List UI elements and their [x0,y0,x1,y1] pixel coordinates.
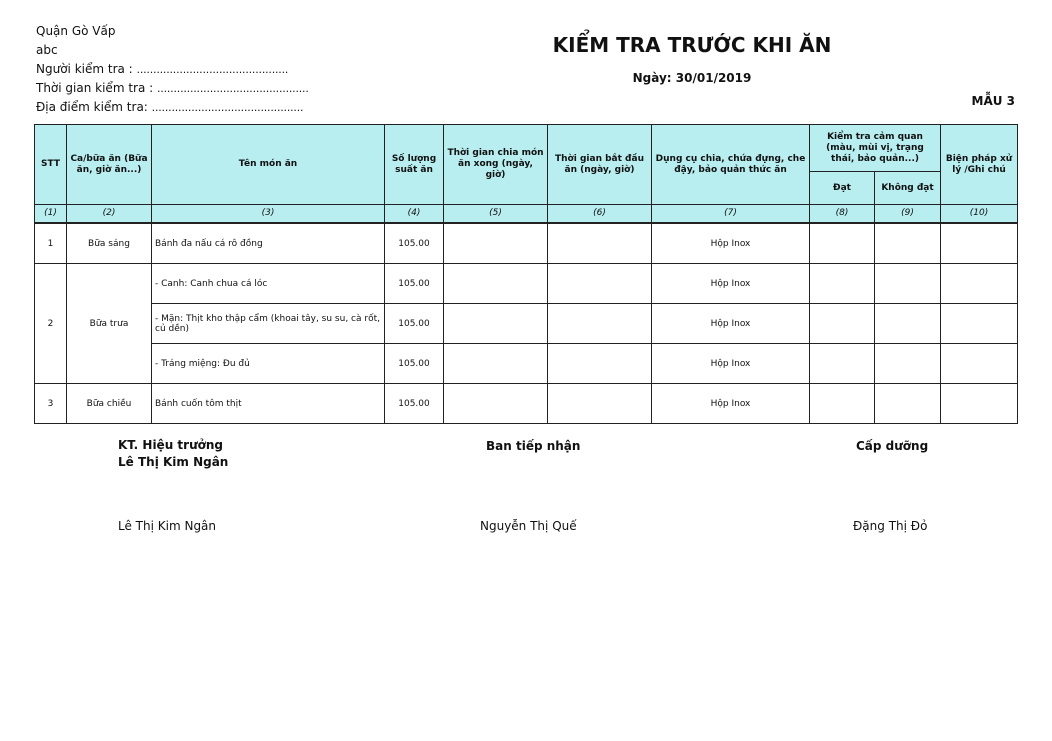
header-measures: Biện pháp xử lý /Ghi chú [941,125,1018,205]
cell-tools: Hộp Inox [652,384,810,424]
cell-tools: Hộp Inox [652,264,810,304]
time-label: Thời gian kiểm tra : [36,81,154,95]
header-meal: Ca/bữa ăn (Bữa ăn, giờ ăn...) [67,125,152,205]
cell-tools: Hộp Inox [652,223,810,264]
cell-stt: 3 [35,384,67,424]
header-info [36,22,309,117]
cell-measures [941,384,1018,424]
cell-serve-done [444,304,548,344]
time-dots: .............................................. [157,82,309,95]
cell-pass [810,344,875,384]
table-row [35,264,1018,304]
form-code: MẪU 3 [971,94,1015,108]
cell-pass [810,223,875,264]
header-eat-start: Thời gian bắt đầu ăn (ngày, giờ) [548,125,652,205]
principal-name: Lê Thị Kim Ngân [118,519,217,533]
cell-dish: - Tráng miệng: Đu đủ [152,344,385,384]
inspector-label: Người kiểm tra : [36,62,133,76]
page-title: KIỂM TRA TRƯỚC KHI ĂN [552,33,832,57]
principal-subtitle: Lê Thị Kim Ngân [118,455,229,469]
header-fail: Không đạt [875,172,941,205]
cell-eat-start [548,223,652,264]
cell-fail [875,304,941,344]
cell-eat-start [548,304,652,344]
cell-fail [875,264,941,304]
col-number: (2) [67,205,152,224]
cell-portions: 105.00 [385,304,444,344]
cell-measures [941,223,1018,264]
cell-measures [941,344,1018,384]
cell-measures [941,264,1018,304]
header-serve-done: Thời gian chia món ăn xong (ngày, giờ) [444,125,548,205]
col-number: (10) [941,205,1018,224]
col-number: (1) [35,205,67,224]
cell-portions: 105.00 [385,264,444,304]
table-row [35,223,1018,264]
col-number: (6) [548,205,652,224]
col-number: (9) [875,205,941,224]
col-number: (4) [385,205,444,224]
table-row [35,304,1018,344]
place-dots: .............................................. [151,101,304,114]
receiver-name: Nguyễn Thị Quế [480,519,577,533]
cell-measures [941,304,1018,344]
cell-dish: Bánh đa nấu cá rô đồng [152,223,385,264]
report-date: Ngày: 30/01/2019 [632,71,752,85]
cell-meal: Bữa trưa [67,264,152,384]
cell-portions: 105.00 [385,344,444,384]
cook-title: Cấp dưỡng [856,439,929,453]
school-name: abc [36,43,58,57]
cell-fail [875,384,941,424]
cell-stt: 2 [35,264,67,384]
cell-dish: - Canh: Canh chua cá lóc [152,264,385,304]
cell-portions: 105.00 [385,223,444,264]
cell-dish: Bánh cuốn tôm thịt [152,384,385,424]
col-number: (5) [444,205,548,224]
cell-pass [810,304,875,344]
place-line [36,98,309,117]
col-number: (8) [810,205,875,224]
header-portions: Số lượng suất ăn [385,125,444,205]
cell-tools: Hộp Inox [652,304,810,344]
cell-eat-start [548,384,652,424]
header-dish: Tên món ăn [152,125,385,205]
cell-eat-start [548,344,652,384]
district: Quận Gò Vấp [36,24,116,38]
cell-meal: Bữa chiều [67,384,152,424]
inspector-line [36,60,309,79]
cell-serve-done [444,264,548,304]
place-label: Địa điểm kiểm tra: [36,100,148,114]
principal-title: KT. Hiệu trưởng [118,438,223,452]
table-row [35,344,1018,384]
header-pass: Đạt [810,172,875,205]
header-stt: STT [35,125,67,205]
cell-pass [810,384,875,424]
cell-fail [875,344,941,384]
cell-eat-start [548,264,652,304]
receiver-title: Ban tiếp nhận [486,439,581,453]
inspector-dots: .............................................. [136,63,289,76]
header-sensory: Kiểm tra cảm quan (màu, mùi vị, trạng thái, bảo quản...) [810,125,941,172]
cell-stt: 1 [35,223,67,264]
cell-portions: 105.00 [385,384,444,424]
col-number: (3) [152,205,385,224]
cell-serve-done [444,223,548,264]
cook-name: Đặng Thị Đỏ [853,519,928,533]
cell-serve-done [444,344,548,384]
cell-pass [810,264,875,304]
cell-tools: Hộp Inox [652,344,810,384]
cell-dish: - Mặn: Thịt kho thập cẩm (khoai tây, su su, cà rốt, củ dền) [152,304,385,344]
table-row [35,384,1018,424]
inspection-table [34,124,1018,424]
col-number: (7) [652,205,810,224]
cell-fail [875,223,941,264]
time-line [36,79,309,98]
cell-serve-done [444,384,548,424]
cell-meal: Bữa sáng [67,223,152,264]
header-tools: Dụng cụ chia, chứa đựng, che đậy, bảo quản thức ăn [652,125,810,205]
